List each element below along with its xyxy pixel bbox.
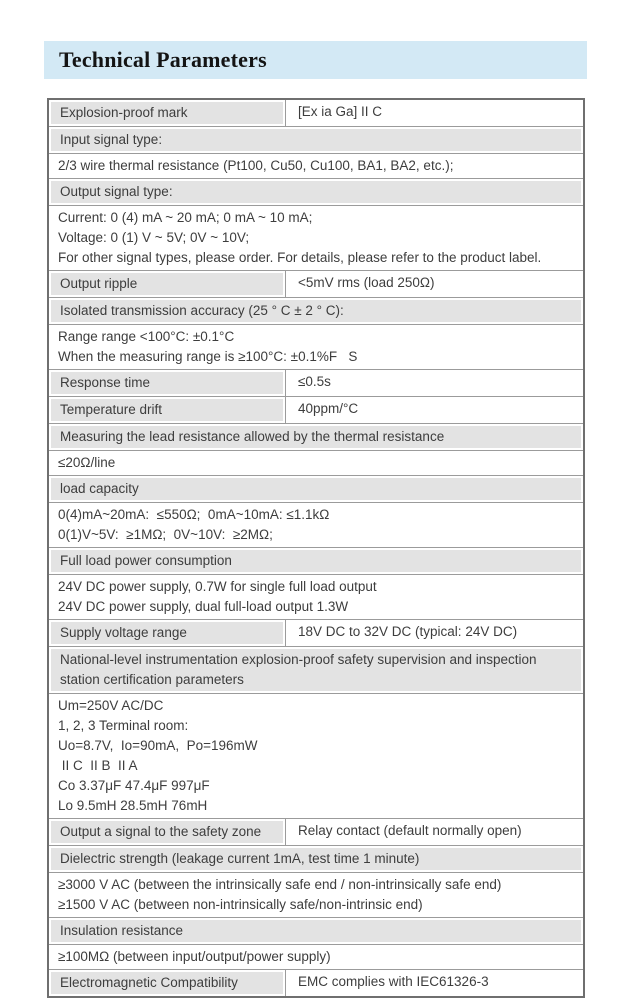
table-row-insulation-detail (49, 944, 583, 969)
text-line: Voltage: 0 (1) V ~ 5V; 0V ~ 10V; (58, 230, 250, 245)
text-line: When the measuring range is ≥100°C: ±0.1%F S (58, 349, 358, 364)
table-row-certification-detail (49, 693, 583, 818)
table-row-lead-resistance-detail (49, 450, 583, 475)
text-line: 24V DC power supply, dual full-load output 1.3W (58, 599, 349, 614)
section-header-row-output-signal-type (49, 178, 583, 205)
param-text (49, 451, 583, 475)
text-line: Lo 9.5mH 28.5mH 76mH (58, 798, 208, 813)
section-header-row-isolated-transmission-accuracy (49, 297, 583, 324)
text-line: Co 3.37μF 47.4μF 997μF (58, 778, 210, 793)
section-header-row-certification-parameters (49, 646, 583, 693)
section-header: load capacity (49, 476, 583, 502)
text-line: ≥3000 V AC (between the intrinsically safe end / non-intrinsically safe end) (58, 877, 502, 892)
param-label: Temperature drift (49, 397, 285, 423)
text-line: Um=250V AC/DC (58, 698, 164, 713)
section-header: Isolated transmission accuracy (25 ° C ± 2 ° C): (49, 298, 583, 324)
param-text (49, 873, 583, 917)
text-line: 0(1)V~5V: ≥1MΩ; 0V~10V: ≥2MΩ; (58, 527, 273, 542)
table-row-full-load-power-detail (49, 574, 583, 619)
param-text (49, 206, 583, 270)
table-row-explosion-proof-mark (49, 100, 583, 126)
text-line: ≥100MΩ (between input/output/power supply) (58, 949, 331, 964)
section-header: National-level instrumentation explosion-proof safety supervision and inspection station certification parameters (49, 647, 583, 693)
page-title: Technical Parameters (59, 47, 267, 72)
section-header-row-insulation-resistance (49, 917, 583, 944)
param-text (49, 945, 583, 969)
text-line: ≤20Ω/line (58, 455, 116, 470)
param-label: Response time (49, 370, 285, 396)
text-line: Current: 0 (4) mA ~ 20 mA; 0 mA ~ 10 mA; (58, 210, 313, 225)
section-header-row-full-load-power (49, 547, 583, 574)
section-header-row-load-capacity (49, 475, 583, 502)
param-label: Output a signal to the safety zone (49, 819, 285, 845)
section-header-row-input-signal-type (49, 126, 583, 153)
text-line: 24V DC power supply, 0.7W for single full load output (58, 579, 377, 594)
param-text (49, 325, 583, 369)
section-header-row-lead-resistance (49, 423, 583, 450)
param-text (49, 694, 583, 818)
section-header: Insulation resistance (49, 918, 583, 944)
table-row-dielectric-detail (49, 872, 583, 917)
text-line: For other signal types, please order. For details, please refer to the product label. (58, 250, 542, 265)
text-line: 1, 2, 3 Terminal room: (58, 718, 189, 733)
table-row-output-ripple (49, 270, 583, 297)
table-row-output-signal-detail (49, 205, 583, 270)
text-line: ≥1500 V AC (between non-intrinsically safe/non-intrinsic end) (58, 897, 423, 912)
param-text (49, 575, 583, 619)
table-row-temperature-drift (49, 396, 583, 423)
section-header-row-dielectric-strength (49, 845, 583, 872)
param-value: EMC complies with IEC61326-3 (285, 970, 583, 996)
param-value: <5mV rms (load 250Ω) (285, 271, 583, 297)
table-row-supply-voltage-range (49, 619, 583, 646)
section-header: Dielectric strength (leakage current 1mA, test time 1 minute) (49, 846, 583, 872)
param-label: Explosion-proof mark (49, 100, 285, 126)
table-row-response-time (49, 369, 583, 396)
param-value: [Ex ia Ga] II C (285, 100, 583, 126)
param-value: 40ppm/°C (285, 397, 583, 423)
text-line: Range range <100°C: ±0.1°C (58, 329, 235, 344)
param-value: ≤0.5s (285, 370, 583, 396)
param-label: Output ripple (49, 271, 285, 297)
text-line: II C II B II A (58, 758, 138, 773)
section-header: Output signal type: (49, 179, 583, 205)
param-value: Relay contact (default normally open) (285, 819, 583, 845)
param-text (49, 503, 583, 547)
table-row-load-capacity-detail (49, 502, 583, 547)
param-value: 18V DC to 32V DC (typical: 24V DC) (285, 620, 583, 646)
table-row-accuracy-detail (49, 324, 583, 369)
text-line: Uo=8.7V, Io=90mA, Po=196mW (58, 738, 258, 753)
title-banner (44, 41, 587, 79)
param-label: Electromagnetic Compatibility (49, 970, 285, 996)
table-row-safety-zone-output (49, 818, 583, 845)
table-row-electromagnetic-compatibility (49, 969, 583, 996)
section-header: Full load power consumption (49, 548, 583, 574)
param-label: Supply voltage range (49, 620, 285, 646)
param-text (49, 154, 583, 178)
text-line: 2/3 wire thermal resistance (Pt100, Cu50, Cu100, BA1, BA2, etc.); (58, 158, 454, 173)
text-line: 0(4)mA~20mA: ≤550Ω; 0mA~10mA: ≤1.1kΩ (58, 507, 330, 522)
table-row-input-signal-detail (49, 153, 583, 178)
section-header: Input signal type: (49, 127, 583, 153)
technical-parameters-table (47, 98, 585, 998)
section-header: Measuring the lead resistance allowed by the thermal resistance (49, 424, 583, 450)
